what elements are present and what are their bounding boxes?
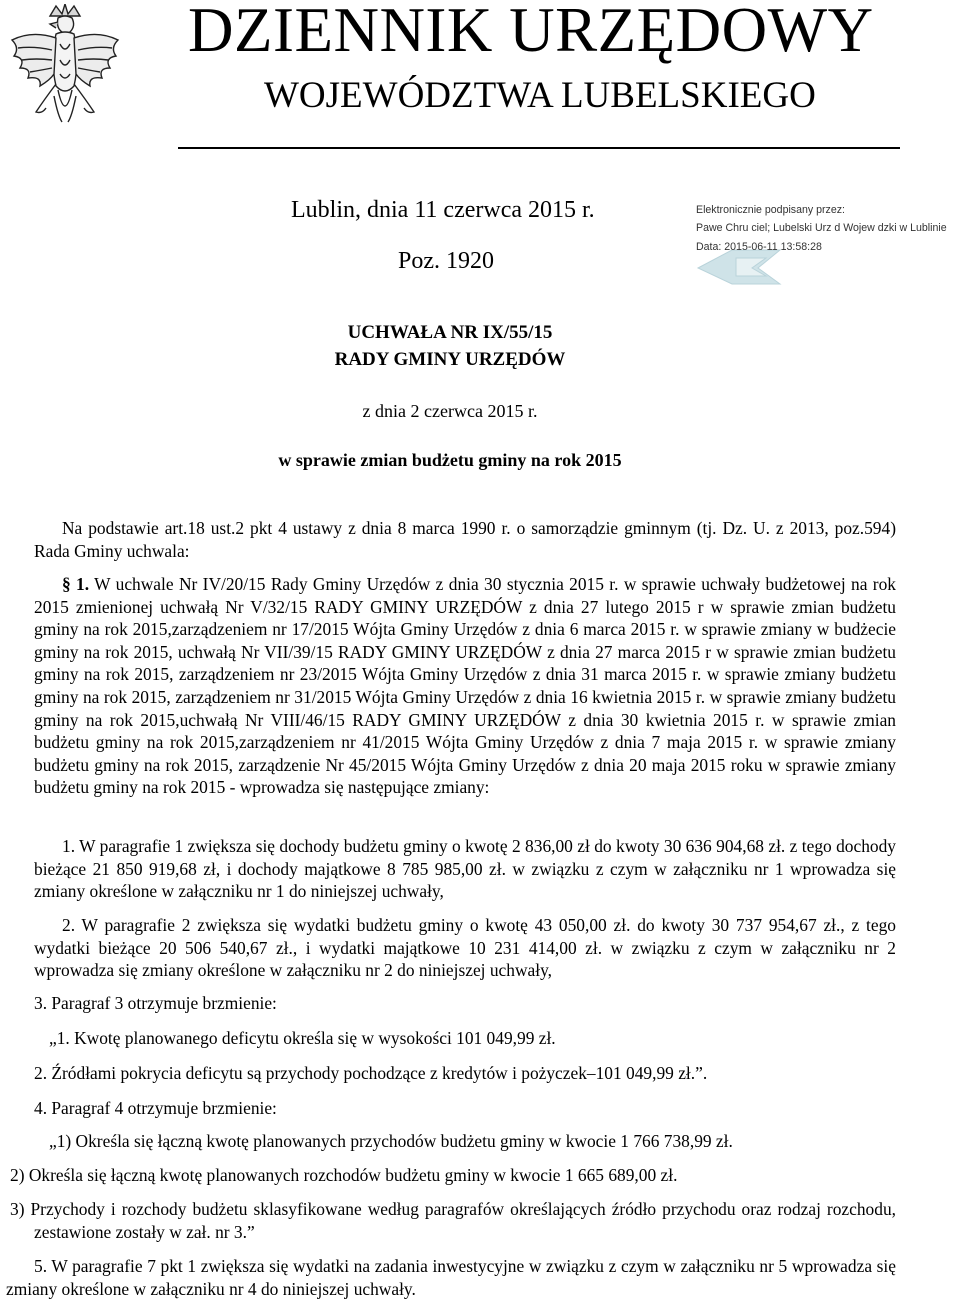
point-3: 3. Paragraf 3 otrzymuje brzmienie:	[34, 993, 277, 1013]
masthead-subtitle: WOJEWÓDZTWA LUBELSKIEGO	[264, 75, 816, 116]
signature-date: Data: 2015-06-11 13:58:28	[696, 241, 822, 253]
publication-date: Lublin, dnia 11 czerwca 2015 r.	[291, 197, 595, 223]
act-date: z dnia 2 czerwca 2015 r.	[362, 401, 538, 421]
point-4-item-2: 2) Określa się łączną kwotę planowanych rozchodów budżetu gminy w kwocie 1 665 689,00 zł.	[10, 1165, 678, 1185]
point-3-item-1: „1. Kwotę planowanego deficytu określa się w wysokości 101 049,99 zł.	[49, 1028, 556, 1048]
electronic-signature	[696, 204, 960, 286]
emblem-eagle-icon	[6, 4, 124, 142]
point-4-item-3: 3) Przychody i rozchody budżetu sklasyfikowane według paragrafów określających źródło przychodu oraz rodzaj rozchodu, zestawione zostały w zał. nr 3.”	[10, 1199, 896, 1242]
section-1	[34, 573, 896, 799]
point-4-item-1: „1) Określa się łączną kwotę planowanych przychodów budżetu gminy w kwocie 1 766 738,99 zł.	[49, 1131, 733, 1151]
signature-signer: Pawe Chru ciel; Lubelski Urz d Wojew dzki w Lublinie	[696, 222, 947, 234]
act-title: UCHWAŁA NR IX/55/15	[347, 322, 553, 343]
point-1: 1. W paragrafie 1 zwiększa się dochody budżetu gminy o kwotę 2 836,00 zł do kwoty 30 636 904,68 zł. z tego dochody bieżące 21 850 919,68 zł, i dochody majątkowe 8 785 985,00 zł. w związku z czym w załączniku nr 1 wprowadza się zmiany określone w załączniku nr 1 do niniejszej uchwały,	[34, 836, 896, 902]
act-issuing-body: RADY GMINY URZĘDÓW	[334, 349, 566, 370]
section-1-number: § 1.	[62, 574, 90, 594]
masthead-divider	[178, 147, 900, 149]
position-number: Poz. 1920	[398, 248, 494, 274]
point-2: 2. W paragrafie 2 zwiększa się wydatki budżetu gminy o kwotę 43 050,00 zł. do kwoty 30 737 954,67 zł., z tego wydatki bieżące 20 506 540,67 zł., i wydatki majątkowe 10 231 414,00 zł. w związku z czym w załączniku nr 2 wprowadza się zmiany określone w załączniku nr 2 do niniejszej uchwały,	[34, 915, 896, 981]
act-subject: w sprawie zmian budżetu gminy na rok 2015	[278, 450, 622, 470]
section-1-text: W uchwale Nr IV/20/15 Rady Gminy Urzędów z dnia 30 stycznia 2015 r. w sprawie uchwały budżetowej na rok 2015 zmienionej uchwałą Nr V/32/15 RADY GMINY URZĘDÓW z dnia 27 lutego 2015 r w sprawie zmian budżetu gminy na rok 2015,zarządzeniem nr 17/2015 Wójta Gminy Urzędów z dnia 6 marca 2015 r. w sprawie zmiany w budżecie gminy na rok 2015, uchwałą Nr VII/39/15 RADY GMINY URZĘDÓW z dnia 27 marca 2015 r w sprawie zmian budżetu gminy na rok 2015, zarządzeniem nr 23/2015 Wójta Gminy Urzędów z dnia 31 marca 2015 r. w sprawie zmiany budżetu gminy na rok 2015, zarządzeniem nr 31/2015 Wójta Gminy Urzędów z dnia 16 kwietnia 2015 r. w sprawie zmiany budżetu gminy na rok 2015,uchwałą Nr VIII/46/15 RADY GMINY URZĘDÓW z dnia 30 kwietnia 2015 r. w sprawie zmian budżetu gminy na rok 2015,zarządzeniem nr 41/2015 Wójta Gminy Urzędów z dnia 7 maja 2015 r. w sprawie zmiany budżetu gminy na rok 2015, zarządzenie Nr 45/2015 Wójta Gminy Urzędów z dnia 20 maja 2015 roku w sprawie zmiany budżetu gminy na rok 2015 - wprowadza się następujące zmiany:	[34, 574, 896, 798]
preamble: Na podstawie art.18 ust.2 pkt 4 ustawy z dnia 8 marca 1990 r. o samorządzie gminnym (tj. Dz. U. z 2013, poz.594) Rada Gminy uchwala:	[34, 518, 896, 561]
point-5: 5. W paragrafie 7 pkt 1 zwiększa się wydatki na zadania inwestycyjne w związku z czym w załączniku nr 5 wprowadza się zmiany określone w załączniku nr 4 do niniejszej uchwały.	[6, 1256, 896, 1299]
point-3-item-2: 2. Źródłami pokrycia deficytu są przychody pochodzące z kredytów i pożyczek–101 049,99 zł.”.	[34, 1063, 708, 1083]
signature-heading: Elektronicznie podpisany przez:	[696, 204, 845, 216]
point-4: 4. Paragraf 4 otrzymuje brzmienie:	[34, 1098, 277, 1118]
masthead-title: DZIENNIK URZĘDOWY	[188, 0, 874, 65]
